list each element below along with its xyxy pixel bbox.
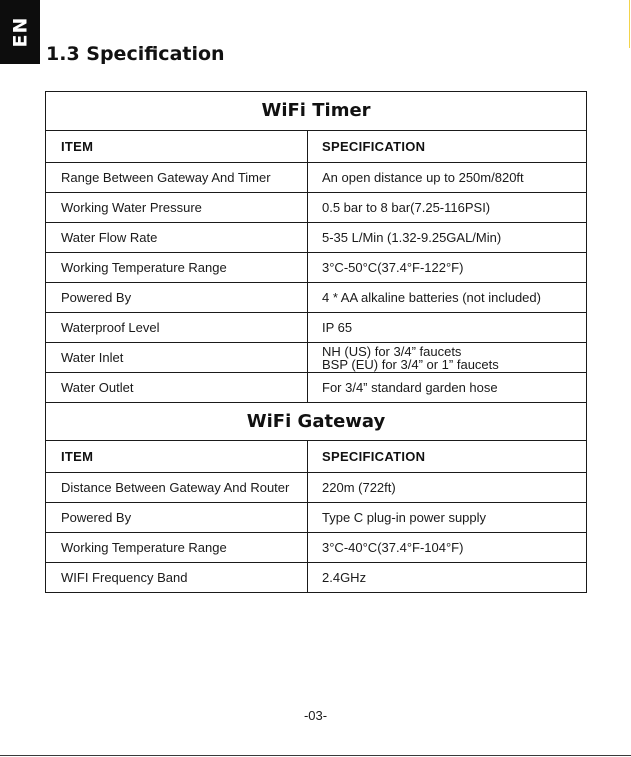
table-row (46, 193, 587, 223)
table-row (46, 503, 587, 533)
item-cell: Powered By (46, 503, 308, 533)
item-column-header: ITEM (46, 131, 308, 163)
item-cell: Water Outlet (46, 373, 308, 403)
spec-cell: 5-35 L/Min (1.32-9.25GAL/Min) (308, 223, 587, 253)
wifi-timer-title-row (46, 92, 587, 131)
table-row (46, 343, 587, 373)
item-cell: Powered By (46, 283, 308, 313)
spec-cell: 4 * AA alkaline batteries (not included) (308, 283, 587, 313)
spec-cell: 2.4GHz (308, 563, 587, 593)
specification-column-header: SPECIFICATION (308, 441, 587, 473)
spec-cell (308, 343, 587, 373)
item-cell: Water Inlet (46, 343, 308, 373)
table-row (46, 373, 587, 403)
item-cell: Working Temperature Range (46, 533, 308, 563)
spec-cell: 3°C-50°C(37.4°F-122°F) (308, 253, 587, 283)
wifi-timer-title: WiFi Timer (46, 92, 587, 131)
item-cell: Waterproof Level (46, 313, 308, 343)
wifi-timer-header-row (46, 131, 587, 163)
item-cell: WIFI Frequency Band (46, 563, 308, 593)
page-number: -03- (303, 708, 328, 723)
table-row (46, 283, 587, 313)
item-cell: Working Temperature Range (46, 253, 308, 283)
table-row (46, 473, 587, 503)
wifi-gateway-header-row (46, 441, 587, 473)
table-row (46, 313, 587, 343)
wifi-gateway-title-row (46, 403, 587, 441)
page-edge-mark (629, 0, 630, 48)
language-tab (0, 0, 40, 64)
spec-line: NH (US) for 3/4” faucets (322, 343, 462, 359)
spec-cell: For 3/4” standard garden hose (308, 373, 587, 403)
spec-cell: 3°C-40°C(37.4°F-104°F) (308, 533, 587, 563)
item-cell: Working Water Pressure (46, 193, 308, 223)
item-column-header: ITEM (46, 441, 308, 473)
item-cell: Water Flow Rate (46, 223, 308, 253)
wifi-gateway-title: WiFi Gateway (46, 403, 587, 441)
table-row (46, 253, 587, 283)
table-row (46, 563, 587, 593)
table-row (46, 163, 587, 193)
specification-table (45, 91, 587, 593)
footer-divider (0, 755, 631, 756)
spec-cell: 220m (722ft) (308, 473, 587, 503)
item-cell: Distance Between Gateway And Router (46, 473, 308, 503)
table-row (46, 533, 587, 563)
spec-cell: Type C plug-in power supply (308, 503, 587, 533)
spec-line: BSP (EU) for 3/4” or 1” faucets (322, 356, 499, 372)
spec-cell: An open distance up to 250m/820ft (308, 163, 587, 193)
specification-column-header: SPECIFICATION (308, 131, 587, 163)
item-cell: Range Between Gateway And Timer (46, 163, 308, 193)
spec-cell: 0.5 bar to 8 bar(7.25-116PSI) (308, 193, 587, 223)
table-row (46, 223, 587, 253)
language-tab-label: EN (8, 16, 31, 48)
section-title: 1.3 Specification (46, 43, 225, 65)
spec-cell: IP 65 (308, 313, 587, 343)
